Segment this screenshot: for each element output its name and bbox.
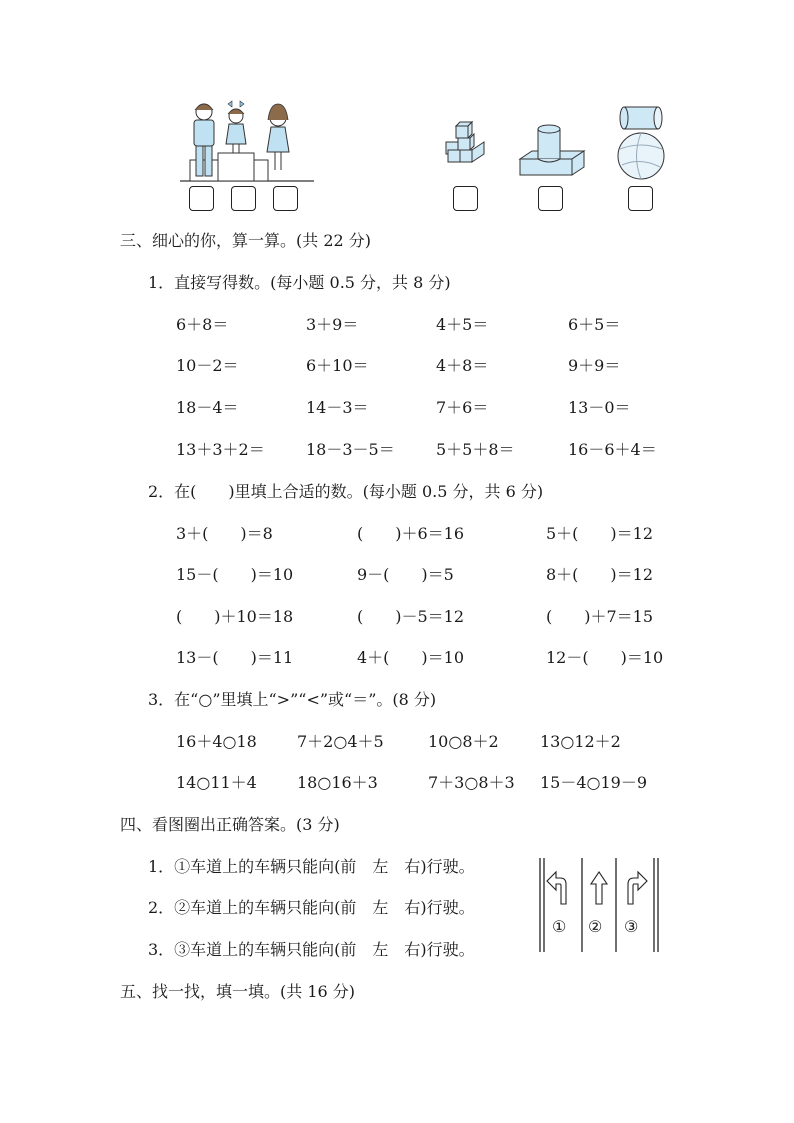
fill-blank-item: 13－( )＝11 bbox=[176, 648, 294, 667]
answer-box[interactable] bbox=[273, 186, 298, 211]
fill-blank-item: ( )－5＝12 bbox=[357, 607, 465, 626]
answer-box[interactable] bbox=[628, 186, 653, 211]
calc-item: 18－4＝ bbox=[176, 398, 239, 417]
calc-item: 6＋8＝ bbox=[176, 315, 229, 334]
fill-blank-item: 9－( )＝5 bbox=[357, 565, 454, 584]
compare-item: 7＋3○8＋3 bbox=[428, 773, 515, 792]
fill-blank-item: 3＋( )＝8 bbox=[176, 524, 273, 543]
calc-item: 13＋3＋2＝ bbox=[176, 440, 265, 459]
straight-arrow-icon bbox=[591, 872, 607, 904]
calc-item: 5＋5＋8＝ bbox=[436, 440, 515, 459]
compare-item: 15－4○19－9 bbox=[540, 773, 648, 792]
right-turn-arrow-icon bbox=[628, 872, 647, 904]
answer-box[interactable] bbox=[189, 186, 214, 211]
section-5-title: 五、找一找，填一填。(共 16 分) bbox=[120, 982, 356, 1001]
lane-question: 1．①车道上的车辆只能向(前 左 右)行驶。 bbox=[148, 857, 475, 876]
calc-item: 14－3＝ bbox=[306, 398, 369, 417]
left-turn-arrow-icon bbox=[547, 872, 566, 904]
lane-label: ③ bbox=[624, 917, 639, 936]
fill-blank-item: ( )＋6＝16 bbox=[357, 524, 465, 543]
compare-item: 7＋2○4＋5 bbox=[297, 732, 384, 751]
compare-item: 18○16＋3 bbox=[297, 773, 378, 792]
calc-item: 10－2＝ bbox=[176, 356, 239, 375]
answer-box[interactable] bbox=[231, 186, 256, 211]
calc-item: 13－0＝ bbox=[568, 398, 631, 417]
compare-item: 10○8＋2 bbox=[428, 732, 499, 751]
calc-item: 7＋6＝ bbox=[436, 398, 489, 417]
calc-item: 6＋10＝ bbox=[306, 356, 369, 375]
people-podium-illustration bbox=[178, 98, 318, 184]
lane-label: ② bbox=[588, 917, 603, 936]
calc-item: 6＋5＝ bbox=[568, 315, 621, 334]
traffic-lane-diagram bbox=[536, 856, 662, 956]
calc-item: 4＋5＝ bbox=[436, 315, 489, 334]
cylinder-and-ball-figure bbox=[612, 101, 668, 181]
fill-blank-item: 8＋( )＝12 bbox=[546, 565, 654, 584]
lane-label: ① bbox=[552, 917, 567, 936]
question-3-title: 3．在“○”里填上“>”“<”或“＝”。(8 分) bbox=[148, 690, 437, 709]
cube-stack-figure bbox=[444, 124, 490, 166]
fill-blank-item: ( )＋7＝15 bbox=[546, 607, 654, 626]
section-4-title: 四、看图圈出正确答案。(3 分) bbox=[120, 815, 340, 834]
fill-blank-item: 15－( )＝10 bbox=[176, 565, 294, 584]
fill-blank-item: 12－( )＝10 bbox=[546, 648, 664, 667]
answer-box[interactable] bbox=[453, 186, 478, 211]
calc-item: 3＋9＝ bbox=[306, 315, 359, 334]
answer-box[interactable] bbox=[538, 186, 563, 211]
fill-blank-item: 5＋( )＝12 bbox=[546, 524, 654, 543]
calc-item: 4＋8＝ bbox=[436, 356, 489, 375]
question-1-title: 1．直接写得数。(每小题 0.5 分，共 8 分) bbox=[148, 273, 451, 292]
calc-item: 9＋9＝ bbox=[568, 356, 621, 375]
lane-question: 3．③车道上的车辆只能向(前 左 右)行驶。 bbox=[148, 940, 475, 959]
calc-item: 16－6＋4＝ bbox=[568, 440, 657, 459]
section-3-title: 三、细心的你，算一算。(共 22 分) bbox=[120, 231, 372, 250]
compare-item: 16＋4○18 bbox=[176, 732, 257, 751]
compare-item: 14○11＋4 bbox=[176, 773, 257, 792]
fill-blank-item: ( )＋10＝18 bbox=[176, 607, 294, 626]
cylinder-on-slab-figure bbox=[518, 123, 588, 179]
calc-item: 18－3－5＝ bbox=[306, 440, 395, 459]
fill-blank-item: 4＋( )＝10 bbox=[357, 648, 465, 667]
compare-item: 13○12＋2 bbox=[540, 732, 621, 751]
question-2-title: 2．在( )里填上合适的数。(每小题 0.5 分，共 6 分) bbox=[148, 482, 544, 501]
lane-question: 2．②车道上的车辆只能向(前 左 右)行驶。 bbox=[148, 898, 475, 917]
